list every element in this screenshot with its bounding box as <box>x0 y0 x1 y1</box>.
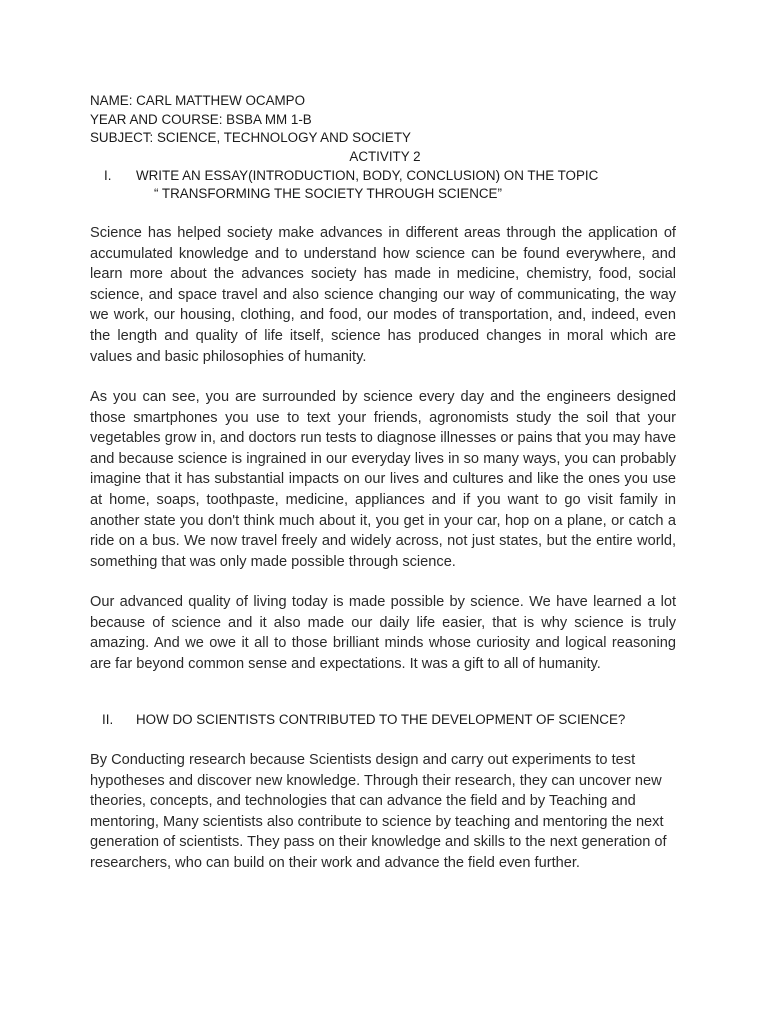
section-2-numeral: II. <box>102 712 114 727</box>
essay-paragraph-2: As you can see, you are surrounded by science every day and the engineers designed those smartphones you use to text your friends, agronomists study the soil that your vegetables grow in, and doctors run tests to diagnose illnesses or pains that you may have and because science is ingrained in our everyday lives in so many ways, you can probably imagine that it has substantial impacts on our lives and cultures and like the ones you use at home, soaps, toothpaste, medicine, appliances and if you want to go visit family in another state you don't think much about it, you get in your car, hop on a plane, or catch a ride on a bus. We now travel freely and widely across, not just states, but the entire world, something that was only made possible through science. <box>90 389 676 570</box>
section-2-answer: By Conducting research because Scientists design and carry out experiments to test hypotheses and discover new knowledge. Through their research, they can uncover new theories, concepts, and technologies that can advance the field and by Teaching and mentoring, Many scientists also contribute to science by teaching and mentoring the next generation of scientists. They pass on their knowledge and skills to the next generation of researchers, who can build on their work and advance the field even further. <box>90 752 667 871</box>
subject-line: SUBJECT: SCIENCE, TECHNOLOGY AND SOCIETY <box>90 130 411 146</box>
document-header <box>90 92 690 148</box>
essay-paragraph-3: Our advanced quality of living today is made possible by science. We have learned a lot because of science and it also made our daily life easier, that is why science is truly amazing. And we owe it all to those brilliant minds whose curiosity and logical reasoning are far beyond common sense and expectations. It was a gift to all of humanity. <box>90 594 676 672</box>
essay-topic-line: “ TRANSFORMING THE SOCIETY THROUGH SCIENCE” <box>154 186 502 201</box>
essay-paragraph-1: Science has helped society make advances in different areas through the application of accumulated knowledge and to understand how science can be found everywhere, and learn more about the advances society has made in medicine, chemistry, food, social science, and space travel and also science changing our way of communicating, the way we work, our housing, clothing, and food, our modes of transportation, and, indeed, even the length and quality of life itself, science has produced changes in moral which are values and basic philosophies of humanity. <box>90 225 676 365</box>
student-name: NAME: CARL MATTHEW OCAMPO <box>90 93 306 108</box>
essay-prompt-line-1: WRITE AN ESSAY(INTRODUCTION, BODY, CONCLUSION) ON THE TOPIC <box>136 168 599 183</box>
section-1-numeral: I. <box>104 168 112 183</box>
activity-title: ACTIVITY 2 <box>349 149 421 164</box>
year-and-course: YEAR AND COURSE: BSBA MM 1-B <box>90 111 312 127</box>
section-2-question: HOW DO SCIENTISTS CONTRIBUTED TO THE DEVELOPMENT OF SCIENCE? <box>136 712 626 727</box>
